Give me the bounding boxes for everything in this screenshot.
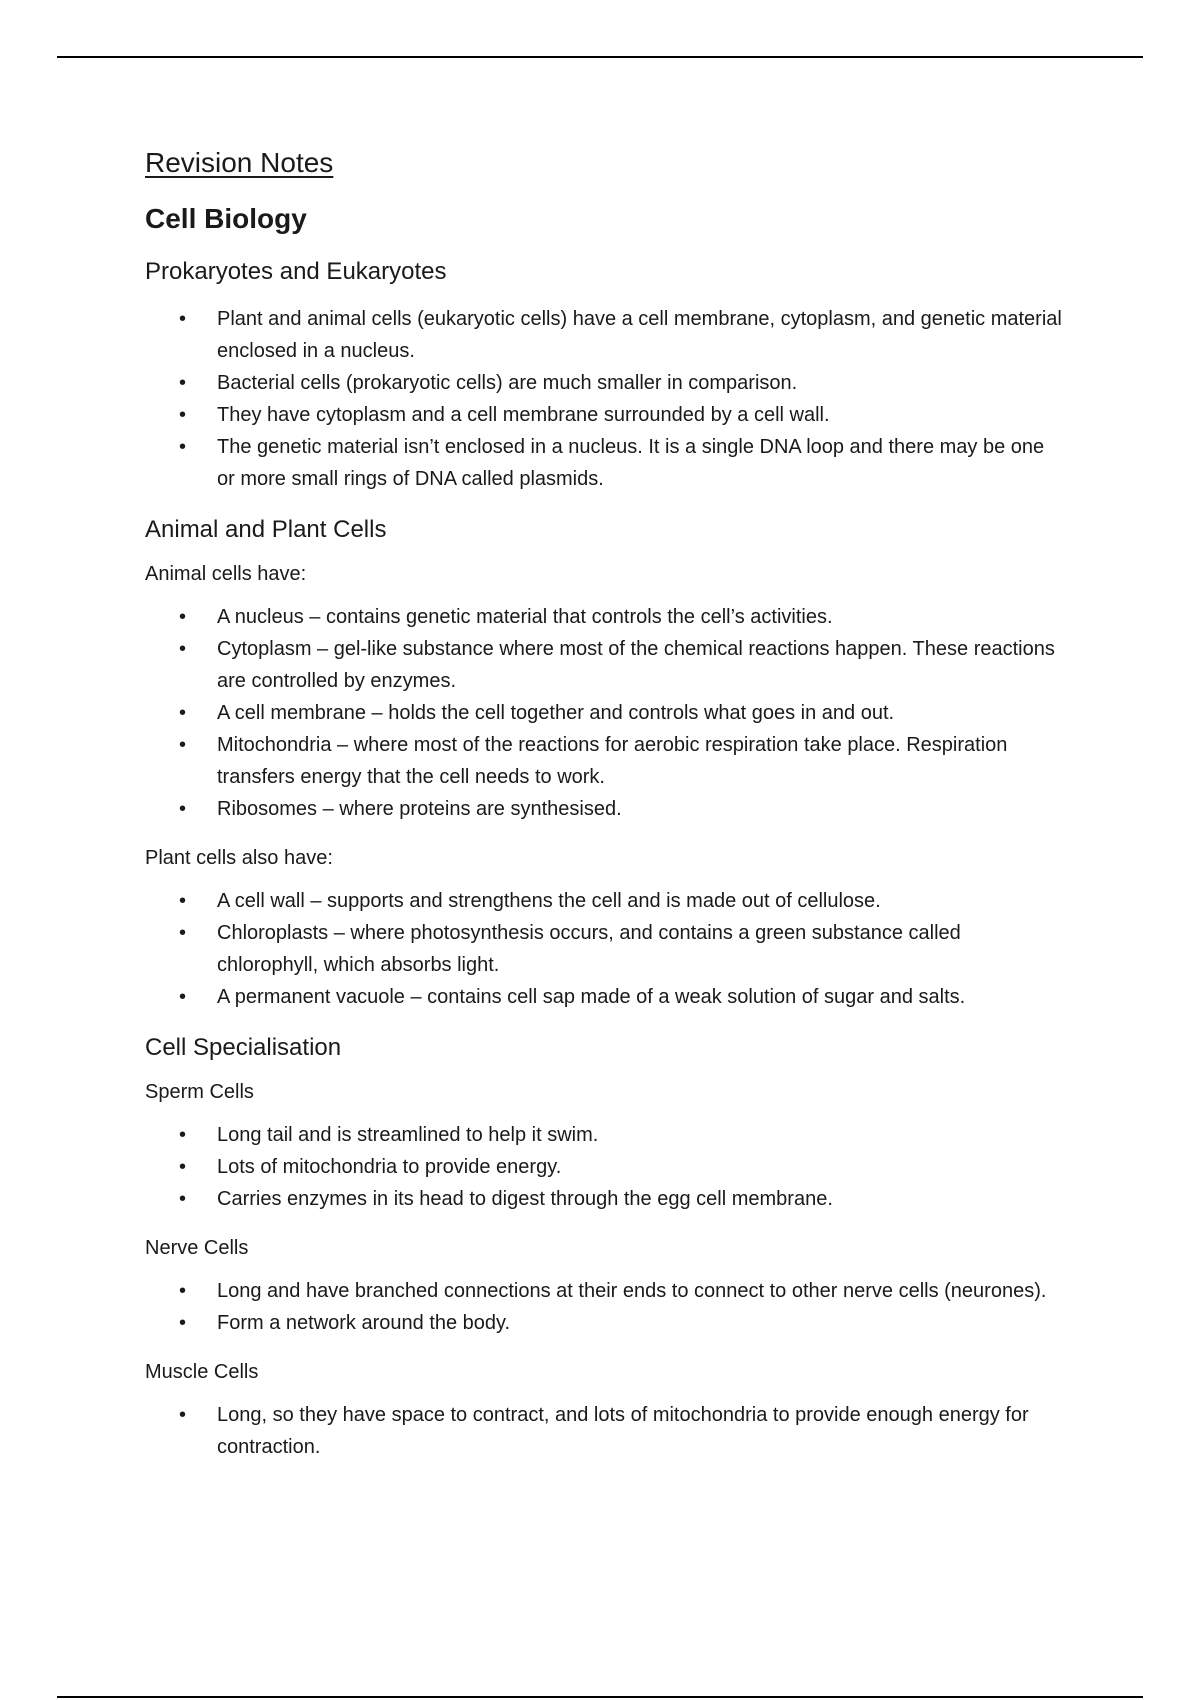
- bullet-icon: •: [179, 372, 187, 395]
- list-item: • The genetic material isn’t enclosed in a nucleus. It is a single DNA loop and there may be one or more small rings of DNA called plasmids.: [217, 431, 1065, 495]
- bullet-list: [145, 601, 1065, 825]
- list-item: • Mitochondria – where most of the reactions for aerobic respiration take place. Respiration transfers energy that the cell needs to work.: [217, 729, 1065, 793]
- bullet-icon: •: [179, 1280, 187, 1303]
- list-item: • Form a network around the body.: [217, 1307, 1065, 1339]
- list-item: • Lots of mitochondria to provide energy.: [217, 1151, 1065, 1183]
- bullet-list: [145, 885, 1065, 1013]
- section-heading: Animal and Plant Cells: [145, 516, 387, 544]
- section-heading: Prokaryotes and Eukaryotes: [145, 258, 447, 286]
- list-item: • Chloroplasts – where photosynthesis occurs, and contains a green substance called chlorophyll, which absorbs light.: [217, 917, 1065, 981]
- bullet-icon: •: [179, 986, 187, 1009]
- list-item: • A permanent vacuole – contains cell sap made of a weak solution of sugar and salts.: [217, 981, 1065, 1013]
- bullet-icon: •: [179, 734, 187, 757]
- bullet-icon: •: [179, 798, 187, 821]
- bullet-icon: •: [179, 702, 187, 725]
- document-heading: Cell Biology: [145, 202, 307, 234]
- list-item: • A nucleus – contains genetic material that controls the cell’s activities.: [217, 601, 1065, 633]
- bullet-icon: •: [179, 922, 187, 945]
- bullet-icon: •: [179, 1124, 187, 1147]
- list-item: • Carries enzymes in its head to digest through the egg cell membrane.: [217, 1183, 1065, 1215]
- list-item: • Long tail and is streamlined to help it swim.: [217, 1119, 1065, 1151]
- bullet-icon: •: [179, 606, 187, 629]
- group-intro: Muscle Cells: [145, 1361, 259, 1384]
- bullet-list: [145, 1399, 1065, 1463]
- bullet-icon: •: [179, 404, 187, 427]
- section-prokaryotes-eukaryotes: [145, 257, 1065, 495]
- bullet-list: [145, 303, 1065, 495]
- bullet-icon: •: [179, 1404, 187, 1427]
- list-item: • Long and have branched connections at their ends to connect to other nerve cells (neurones).: [217, 1275, 1065, 1307]
- list-item: • Cytoplasm – gel-like substance where most of the chemical reactions happen. These reactions are controlled by enzymes.: [217, 633, 1065, 697]
- list-item: • Ribosomes – where proteins are synthesised.: [217, 793, 1065, 825]
- group-intro: Sperm Cells: [145, 1081, 254, 1104]
- list-item: • A cell wall – supports and strengthens the cell and is made out of cellulose.: [217, 885, 1065, 917]
- bullet-icon: •: [179, 1312, 187, 1335]
- list-item: • Bacterial cells (prokaryotic cells) are much smaller in comparison.: [217, 367, 1065, 399]
- bullet-icon: •: [179, 308, 187, 331]
- bullet-icon: •: [179, 436, 187, 459]
- list-item: • Long, so they have space to contract, and lots of mitochondria to provide enough energy for contraction.: [217, 1399, 1065, 1463]
- list-item: • Plant and animal cells (eukaryotic cells) have a cell membrane, cytoplasm, and genetic material enclosed in a nucleus.: [217, 303, 1065, 367]
- section-animal-plant-cells: [145, 515, 1065, 1013]
- bullet-list: [145, 1275, 1065, 1339]
- document-title: Revision Notes: [145, 147, 334, 178]
- list-item: • They have cytoplasm and a cell membrane surrounded by a cell wall.: [217, 399, 1065, 431]
- group-intro: Animal cells have:: [145, 563, 307, 586]
- group-intro: Plant cells also have:: [145, 847, 333, 870]
- bullet-list: [145, 1119, 1065, 1215]
- group-intro: Nerve Cells: [145, 1237, 249, 1260]
- section-cell-specialisation: [145, 1033, 1065, 1463]
- list-item: • A cell membrane – holds the cell together and controls what goes in and out.: [217, 697, 1065, 729]
- bottom-rule: [57, 1696, 1143, 1698]
- top-rule: [57, 56, 1143, 58]
- bullet-icon: •: [179, 1156, 187, 1179]
- bullet-icon: •: [179, 890, 187, 913]
- bullet-icon: •: [179, 638, 187, 661]
- section-heading: Cell Specialisation: [145, 1034, 342, 1062]
- bullet-icon: •: [179, 1188, 187, 1211]
- document-page: [145, 146, 1065, 1483]
